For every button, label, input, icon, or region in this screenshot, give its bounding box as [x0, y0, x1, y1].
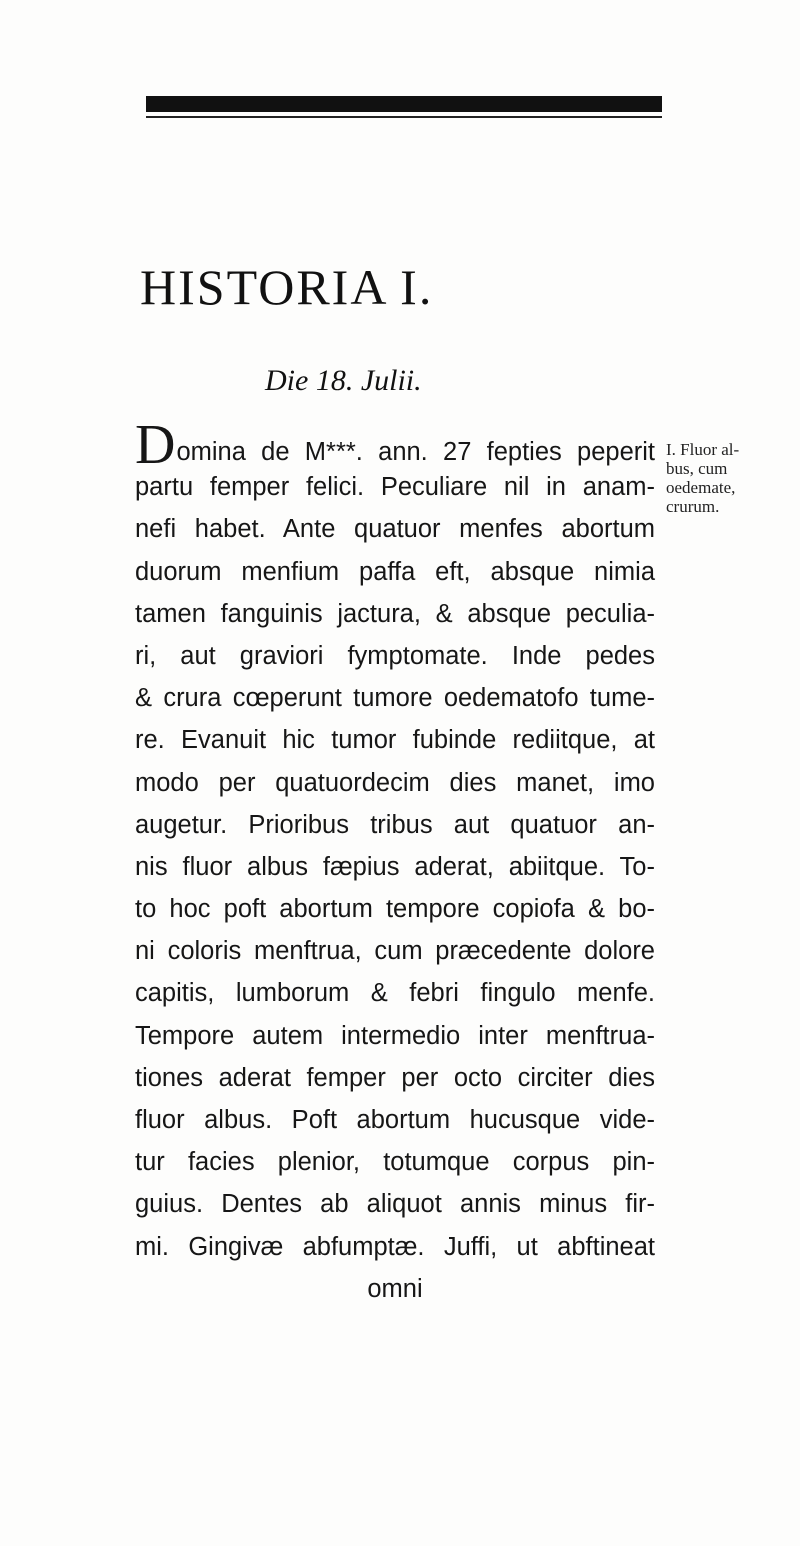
body-line: nefi habet. Ante quatuor menfes abortum — [135, 515, 655, 544]
body-line: & crura cœperunt tumore oedematofo tume- — [135, 684, 655, 713]
body-line-1 — [135, 414, 655, 476]
body-line: tamen fanguinis jactura, & absque peculia- — [135, 599, 655, 628]
catchword: omni — [367, 1274, 423, 1303]
margin-note-line: oedemate, — [666, 478, 736, 497]
body-line: mi. Gingivæ abfumptæ. Juffi, ut abftineat — [135, 1232, 655, 1261]
margin-note-line: crurum. — [666, 497, 720, 516]
body-line: ri, aut graviori fymptomate. Inde pedes — [135, 641, 655, 670]
body-line: to hoc poft abortum tempore copiofa & bo- — [135, 895, 655, 924]
margin-note-line: I. Fluor al- — [666, 440, 740, 459]
body-line: fluor albus. Poft abortum hucusque vide- — [135, 1106, 655, 1134]
body-line: capitis, lumborum & febri fingulo menfe. — [135, 979, 655, 1008]
body-line: re. Evanuit hic tumor fubinde rediitque, at — [135, 726, 655, 755]
body-line: Tempore autem intermedio inter menftrua- — [135, 1021, 655, 1050]
body-line-1-text: omina de M***. ann. 27 fepties peperit — [176, 438, 655, 466]
margin-note-line: bus, cum — [666, 459, 728, 478]
body-line: modo per quatuordecim dies manet, imo — [135, 768, 655, 797]
header-rule — [146, 96, 662, 118]
body-line: tiones aderat femper per octo circiter dies — [135, 1063, 655, 1092]
body-line: guius. Dentes ab aliquot annis minus fir- — [135, 1190, 655, 1219]
body-text — [135, 414, 655, 1310]
drop-cap: D — [135, 414, 176, 476]
date-line: Die 18. Julii. — [265, 364, 422, 397]
header-rule-thin — [146, 116, 662, 118]
body-line: nis fluor albus fæpius aderat, abiitque. To- — [135, 852, 655, 881]
body-line: partu femper felici. Peculiare nil in anam- — [135, 473, 655, 502]
body-line: tur facies plenior, totumque corpus pin- — [135, 1148, 655, 1177]
body-line: duorum menfium paffa eft, absque nimia — [135, 557, 655, 586]
margin-note — [666, 440, 796, 516]
header-rule-thick — [146, 96, 662, 112]
body-line: ni coloris menftrua, cum præcedente dolore — [135, 937, 655, 966]
body-line: augetur. Prioribus tribus aut quatuor an- — [135, 810, 655, 839]
chapter-heading: HISTORIA I. — [140, 259, 434, 315]
